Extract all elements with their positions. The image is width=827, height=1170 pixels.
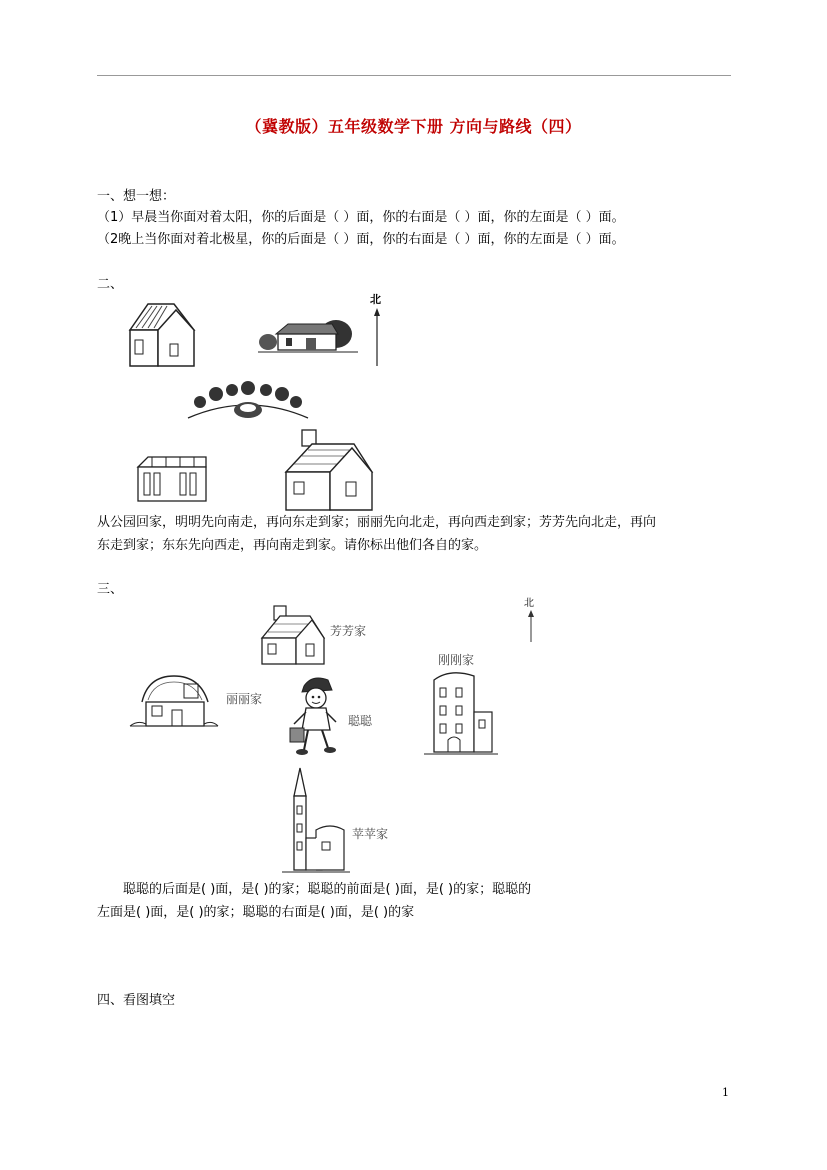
section2-heading: 二、 bbox=[97, 277, 124, 292]
section1-question-1: （1）早晨当你面对着太阳，你的后面是（ ）面，你的右面是（ ）面，你的左面是（ ）面。 bbox=[97, 210, 625, 225]
label-fangfang-home: 芳芳家 bbox=[330, 624, 367, 638]
farmhouse-with-trees-illustration bbox=[258, 316, 358, 356]
section2-text-line-1: 从公园回家，明明先向南走，再向东走到家；丽丽先向北走，再向西走到家；芳芳先向北走，再向 bbox=[97, 515, 657, 530]
section2-text-line-2: 东走到家；东东先向西走，再向南走到家。请你标出他们各自的家。 bbox=[97, 538, 488, 553]
park-illustration bbox=[186, 380, 310, 424]
section4-heading: 四、看图填空 bbox=[97, 993, 176, 1008]
header-rule bbox=[97, 75, 731, 76]
section3-text-line-2: 左面是( )面，是( )的家；聪聪的右面是( )面，是( )的家 bbox=[97, 905, 415, 920]
pingping-house-illustration bbox=[280, 766, 352, 876]
section3-text-line-1: 聪聪的后面是( )面，是( )的家；聪聪的前面是( )面，是( )的家；聪聪的 bbox=[123, 882, 532, 897]
label-ganggang-home: 刚刚家 bbox=[438, 653, 475, 667]
house-illustration-1 bbox=[126, 300, 198, 370]
label-congcong: 聪聪 bbox=[348, 714, 373, 728]
house-with-chimney-illustration bbox=[282, 428, 374, 512]
north-label-2: 北 bbox=[524, 598, 534, 609]
page-title: （冀教版）五年级数学下册 方向与路线（四） bbox=[245, 117, 582, 136]
lili-house-illustration bbox=[128, 670, 220, 732]
label-pingping-home: 苹苹家 bbox=[352, 827, 389, 841]
section3-heading: 三、 bbox=[97, 582, 124, 597]
section1-heading: 一、想一想： bbox=[97, 189, 176, 204]
building-illustration bbox=[136, 455, 208, 503]
label-lili-home: 丽丽家 bbox=[226, 692, 263, 706]
ganggang-house-illustration bbox=[424, 668, 498, 760]
congcong-child-illustration bbox=[288, 672, 344, 758]
fangfang-house-illustration bbox=[258, 604, 328, 666]
page-number: 1 bbox=[722, 1086, 729, 1099]
section1-question-2: （2晚上当你面对着北极星，你的后面是（ ）面，你的右面是（ ）面，你的左面是（ ）面。 bbox=[97, 232, 625, 247]
north-label: 北 bbox=[370, 293, 381, 306]
